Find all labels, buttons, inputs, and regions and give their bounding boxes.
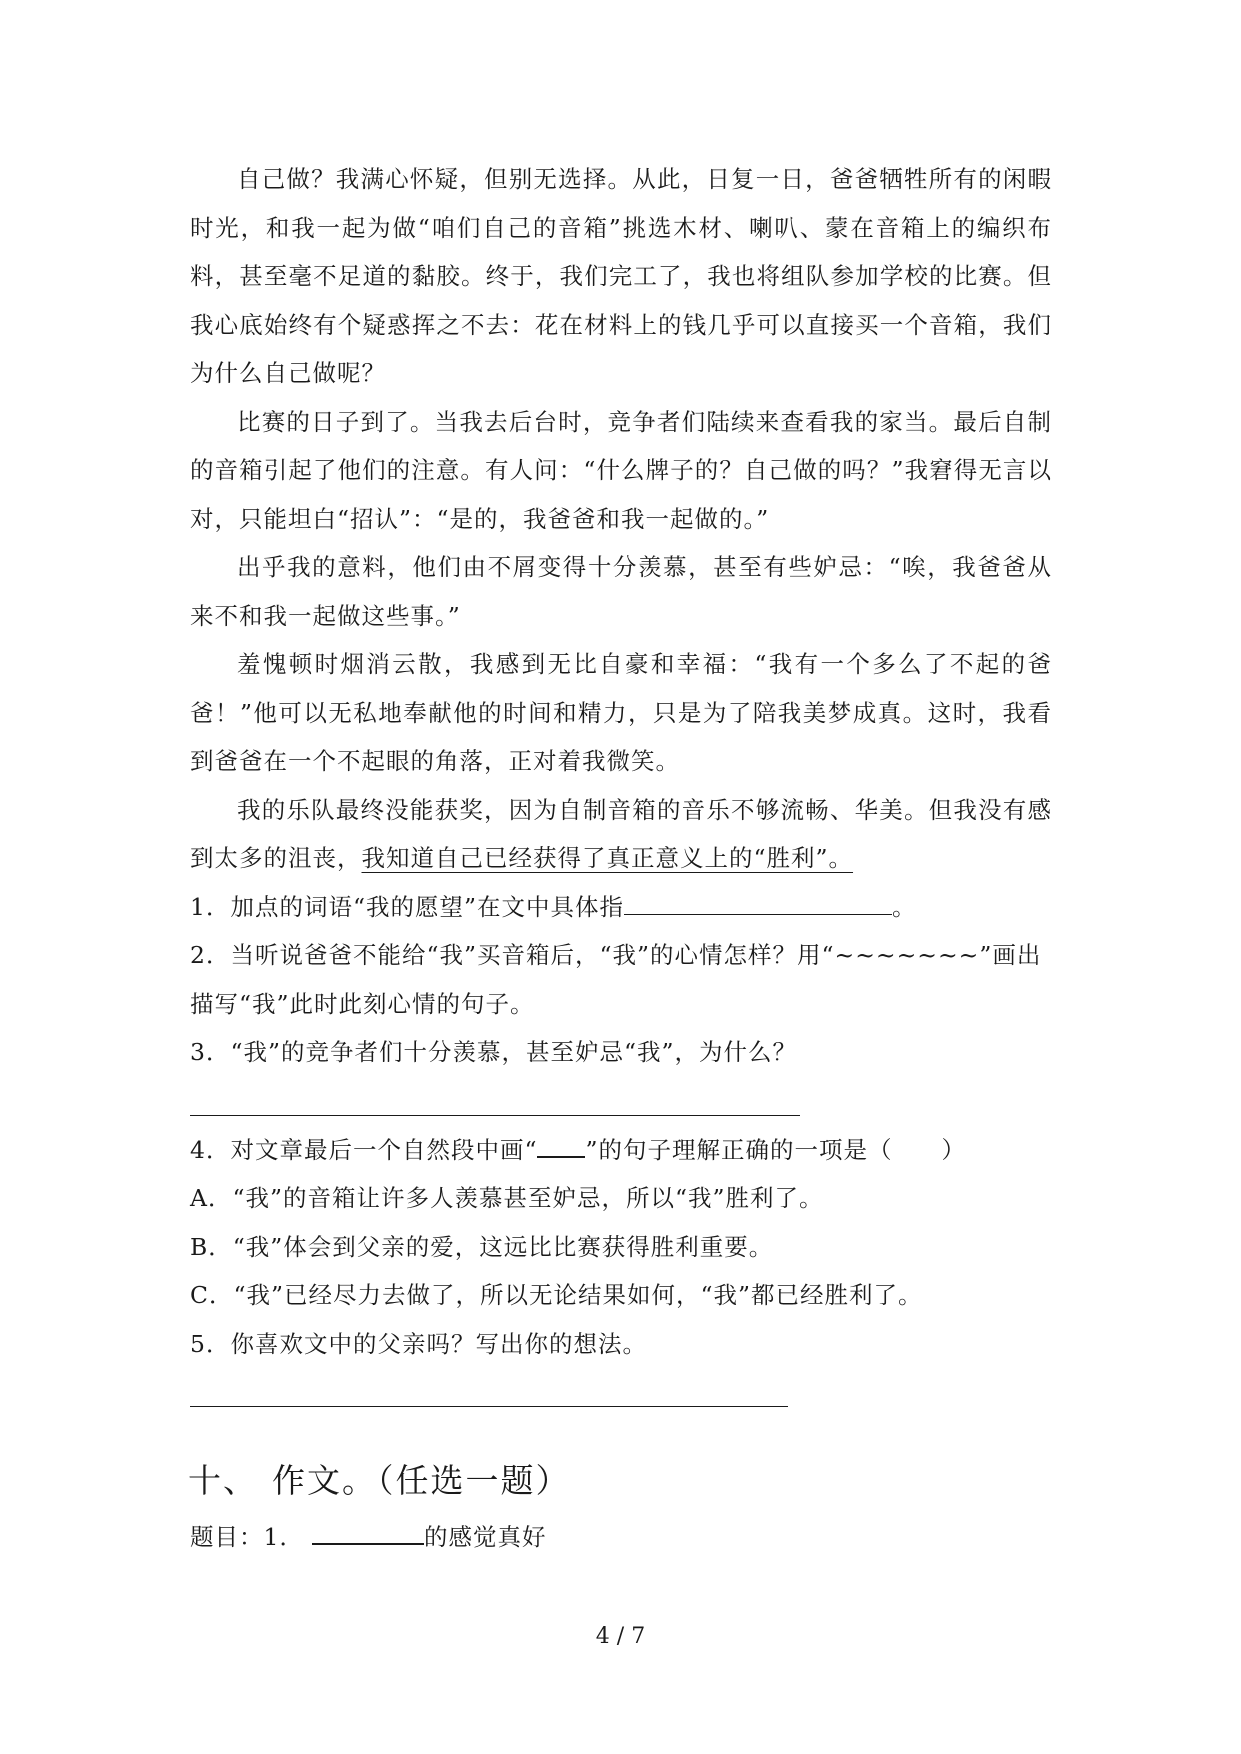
underline-marker	[537, 1155, 585, 1158]
spacer	[190, 1368, 1052, 1406]
passage-paragraph-2: 比赛的日子到了。当我去后台时，竞争者们陆续来查看我的家当。最后自制的音箱引起了他们的注意。有人问：“什么牌子的？自己做的吗？”我窘得无言以对，只能坦白“招认”：“是的，我爸爸和我一起做的。”	[190, 407, 1052, 533]
answer-blank-1[interactable]	[624, 913, 892, 915]
question-1-text: 1．加点的词语“我的愿望”在文中具体指	[190, 892, 624, 921]
question-1-end: 。	[891, 892, 917, 921]
question-5: 5．你喜欢文中的父亲吗？写出你的想法。	[190, 1329, 647, 1358]
option-b[interactable]: B．“我”体会到父亲的爱，这远比比赛获得胜利重要。	[190, 1232, 774, 1261]
topic-text: 的感觉真好	[423, 1523, 547, 1551]
composition-topic	[190, 1518, 546, 1552]
passage-paragraph-5	[190, 786, 1052, 883]
last-paragraph-text: 我的乐队最终没能获奖，因为自制音箱的音乐不够流畅、华美。但我没有感到太多的沮丧，	[190, 795, 1052, 872]
section-number: 十、	[188, 1461, 258, 1500]
option-a[interactable]: A．“我”的音箱让许多人羡慕甚至妒忌，所以“我”胜利了。	[190, 1184, 824, 1212]
passage-paragraph-4: 羞愧顿时烟消云散，我感到无比自豪和幸福：“我有一个多么了不起的爸爸！”他可以无私地奉献他的时间和精力，只是为了陪我美梦成真。这时，我看到爸爸在一个不起眼的角落，正对着我微笑。	[190, 650, 1052, 775]
composition-heading	[188, 1455, 571, 1502]
section-title: 作文。（任选一题）	[272, 1461, 571, 1500]
question-4-text: 4．对文章最后一个自然段中画“	[190, 1135, 538, 1164]
answer-line-5[interactable]	[190, 1406, 788, 1407]
question-4	[190, 1126, 1052, 1175]
question-4-end: ”的句子理解正确的一项是（ ）	[585, 1135, 966, 1164]
topic-blank[interactable]	[312, 1542, 424, 1545]
question-1	[190, 883, 1052, 932]
option-c[interactable]: C．“我”已经尽力去做了，所以无论结果如何，“我”都已经胜利了。	[190, 1281, 923, 1309]
topic-label: 题目：1．	[190, 1523, 304, 1551]
passage-paragraph-1: 自己做？我满心怀疑，但别无选择。从此，日复一日，爸爸牺牲所有的闲暇时光，和我一起为做“咱们自己的音箱”挑选木材、喇叭、蒙在音箱上的编织布料，甚至毫不足道的黏胶。终于，我们完工了，我也将组队参加学校的比赛。但我心底始终有个疑惑挥之不去：花在材料上的钱几乎可以直接买一个音箱，我们为什么自己做呢？	[190, 165, 1052, 387]
reading-section	[190, 155, 1052, 1407]
question-2: 2．当听说爸爸不能给“我”买音箱后，“我”的心情怎样？用“~~~~~~~”画出描写“我”此时此刻心情的句子。	[190, 941, 1042, 1018]
passage-paragraph-3: 出乎我的意料，他们由不屑变得十分羡慕，甚至有些妒忌：“唉，我爸爸从来不和我一起做这些事。”	[190, 553, 1052, 630]
underlined-sentence: 我知道自己已经获得了真正意义上的“胜利”。	[361, 844, 854, 872]
question-3: 3．“我”的竞争者们十分羡慕，甚至妒忌“我”，为什么？	[190, 1038, 798, 1066]
page-number: 4 / 7	[595, 1624, 646, 1649]
spacer	[190, 1077, 1052, 1115]
